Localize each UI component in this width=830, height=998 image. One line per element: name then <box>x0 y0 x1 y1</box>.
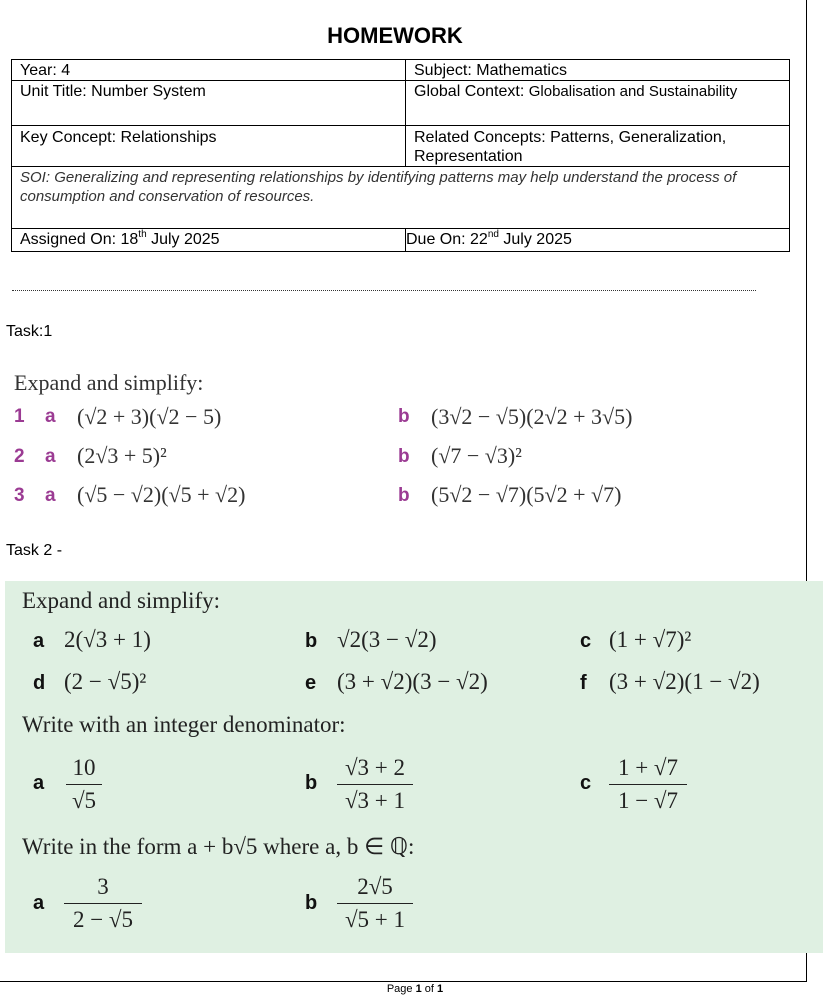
task2-heading-form: Write in the form a + b√5 where a, b ∈ ℚ: <box>22 834 415 859</box>
part-label: e <box>305 672 317 694</box>
math-expression: (3√2 − √5)(2√2 + 3√5) <box>431 404 633 429</box>
fraction-numerator: 10 <box>72 755 96 780</box>
fraction <box>64 874 142 933</box>
part-label: b <box>398 406 410 427</box>
part-label: b <box>398 485 410 506</box>
fraction-numerator: √3 + 2 <box>344 755 406 780</box>
table-row <box>12 167 790 229</box>
fraction-numerator: 1 + √7 <box>617 755 679 780</box>
part-label: a <box>33 630 45 652</box>
assigned-rest: July 2025 <box>146 231 220 248</box>
math-expression: 2(√3 + 1) <box>64 627 151 652</box>
question-number: 2 <box>14 446 25 467</box>
part-label: a <box>45 406 56 427</box>
part-label: c <box>580 772 592 794</box>
fraction <box>609 755 687 814</box>
task1-label: Task:1 <box>6 323 53 340</box>
global-context-label: Global Context: <box>414 83 525 100</box>
footer-middle: of <box>421 983 438 995</box>
task2-label: Task 2 - <box>6 542 63 559</box>
table-row <box>12 81 790 126</box>
task2-heading-denominator: Write with an integer denominator: <box>22 712 346 737</box>
page-bottom-border <box>0 981 807 982</box>
table-row <box>12 126 790 167</box>
question-number: 3 <box>14 485 25 506</box>
page-title: HOMEWORK <box>327 23 463 48</box>
math-expression: (1 + √7)² <box>609 627 692 652</box>
global-context-value: Globalisation and Sustainability <box>528 83 738 100</box>
question-number: 1 <box>14 406 25 427</box>
due-rest: July 2025 <box>498 231 572 248</box>
part-label: f <box>580 672 587 694</box>
fraction-bar <box>66 784 102 785</box>
fraction <box>337 874 413 933</box>
math-expression: (2 − √5)² <box>64 669 147 694</box>
assigned-cell <box>12 229 406 252</box>
global-context-cell <box>406 81 790 126</box>
due-label: Due On: 22 <box>406 231 488 248</box>
task2-heading-expand: Expand and simplify: <box>22 588 221 613</box>
info-table <box>11 59 790 252</box>
part-label: a <box>45 446 56 467</box>
related-concepts-label: Related Concepts: <box>414 129 546 146</box>
math-expression: (√2 + 3)(√2 − 5) <box>77 404 222 429</box>
fraction-bar <box>64 903 142 904</box>
year-cell: Year: 4 <box>12 60 406 81</box>
page-footer <box>0 983 830 995</box>
due-cell <box>406 229 790 252</box>
key-concept-cell: Key Concept: Relationships <box>12 126 406 167</box>
part-label: b <box>305 892 318 914</box>
fraction-bar <box>337 903 413 904</box>
fraction-denominator: 1 − √7 <box>617 788 679 813</box>
dotted-separator <box>12 290 756 291</box>
soi-cell <box>12 167 790 229</box>
part-label: b <box>305 630 318 652</box>
fraction-numerator: 3 <box>97 874 109 899</box>
part-label: b <box>398 446 410 467</box>
assigned-label: Assigned On: 18 <box>20 231 139 248</box>
fraction <box>337 755 413 814</box>
fraction <box>66 755 102 814</box>
related-concepts-cell <box>406 126 790 167</box>
task1-heading: Expand and simplify: <box>14 370 204 395</box>
part-label: d <box>33 672 46 694</box>
subject-cell: Subject: Mathematics <box>406 60 790 81</box>
table-row <box>12 229 790 252</box>
fraction-bar <box>337 784 413 785</box>
fraction-denominator: √5 + 1 <box>344 907 406 932</box>
fraction-numerator: 2√5 <box>357 874 393 899</box>
math-expression: (5√2 − √7)(5√2 + √7) <box>431 482 622 507</box>
part-label: b <box>305 772 318 794</box>
math-expression: (3 + √2)(3 − √2) <box>337 669 488 694</box>
fraction-denominator: √3 + 1 <box>344 788 406 813</box>
part-label: c <box>580 630 592 652</box>
part-label: a <box>33 772 45 794</box>
math-expression: (√5 − √2)(√5 + √2) <box>77 482 246 507</box>
math-expression: (√7 − √3)² <box>431 443 522 468</box>
footer-total-pages: 1 <box>437 983 444 995</box>
table-row <box>12 60 790 81</box>
footer-current-page: 1 <box>415 983 422 995</box>
soi-label: SOI: <box>20 169 51 186</box>
soi-text: Generalizing and representing relationships by identifying patterns may help understand the process of consumption and conservation of resources. <box>20 169 737 205</box>
part-label: a <box>33 892 45 914</box>
math-expression: (3 + √2)(1 − √2) <box>609 669 760 694</box>
assigned-sup: th <box>138 229 147 240</box>
math-expression: √2(3 − √2) <box>337 627 437 652</box>
related-concepts-value: Patterns, Generalization, Representation <box>414 129 727 165</box>
unit-title-cell: Unit Title: Number System <box>12 81 406 126</box>
math-expression: (2√3 + 5)² <box>77 443 167 468</box>
footer-prefix: Page <box>386 983 416 995</box>
fraction-denominator: √5 <box>71 788 97 813</box>
part-label: a <box>45 485 56 506</box>
due-sup: nd <box>487 229 499 240</box>
fraction-bar <box>609 784 687 785</box>
fraction-denominator: 2 − √5 <box>72 907 134 932</box>
